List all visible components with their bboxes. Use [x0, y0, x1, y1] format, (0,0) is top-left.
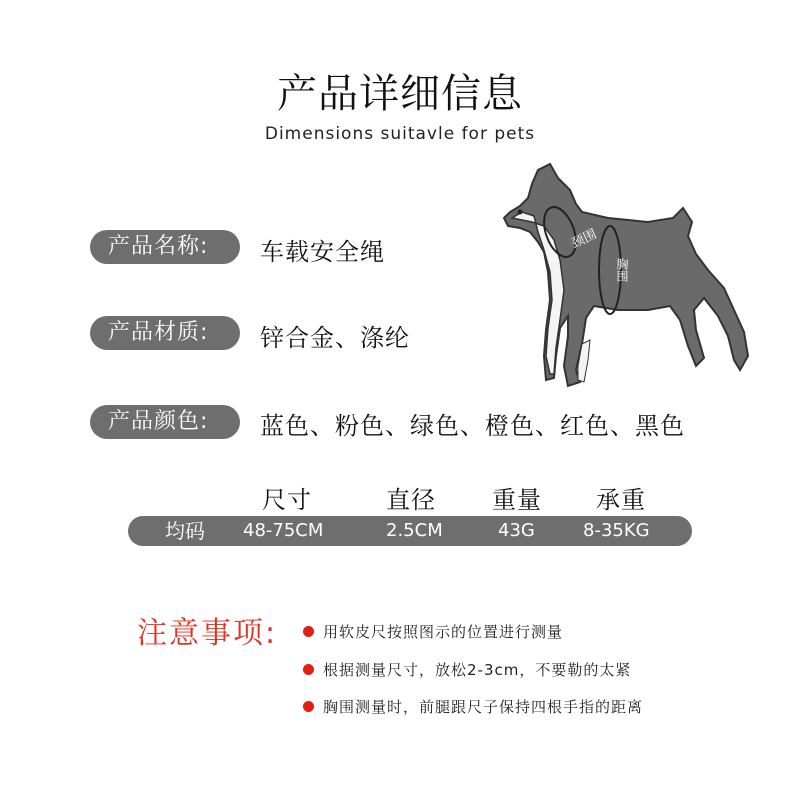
page-subtitle: Dimensions suitavle for pets	[264, 124, 536, 144]
bullet-dot-icon	[303, 701, 314, 712]
size-header-size: 尺寸	[262, 486, 312, 514]
spec-label-name: 产品名称:	[90, 230, 240, 264]
chest-girth-label: 胸围	[615, 258, 629, 282]
spec-value-name: 车载安全绳	[260, 238, 385, 266]
size-value-length: 48-75CM	[243, 520, 324, 541]
note-item	[303, 659, 631, 680]
spec-value-color: 蓝色、粉色、绿色、橙色、红色、黑色	[260, 412, 685, 440]
size-row-name: 均码	[165, 519, 205, 543]
neck-girth-label: 颈围	[569, 227, 600, 252]
notes-title: 注意事项:	[137, 616, 278, 651]
size-value-diameter: 2.5CM	[386, 520, 443, 541]
dog-eye	[518, 210, 523, 215]
note-item	[303, 621, 563, 642]
spec-value-material: 锌合金、涤纶	[260, 324, 410, 352]
spec-label-color: 产品颜色:	[90, 405, 240, 439]
bullet-dot-icon	[303, 626, 314, 637]
size-header-weight: 重量	[492, 486, 542, 514]
note-text: 根据测量尺寸，放松2-3cm，不要勒的太紧	[323, 661, 632, 679]
bullet-dot-icon	[303, 664, 314, 675]
size-value-load: 8-35KG	[583, 520, 650, 541]
note-text: 用软皮尺按照图示的位置进行测量	[323, 623, 564, 641]
dog-measurement-illustration	[498, 160, 763, 400]
size-value-weight: 43G	[498, 520, 535, 541]
note-item	[303, 696, 643, 717]
page-title: 产品详细信息	[277, 71, 523, 117]
spec-label-material: 产品材质:	[90, 316, 240, 350]
note-text: 胸围测量时，前腿跟尺子保持四根手指的距离	[323, 698, 644, 716]
size-header-diameter: 直径	[386, 486, 436, 514]
size-header-load: 承重	[596, 486, 646, 514]
